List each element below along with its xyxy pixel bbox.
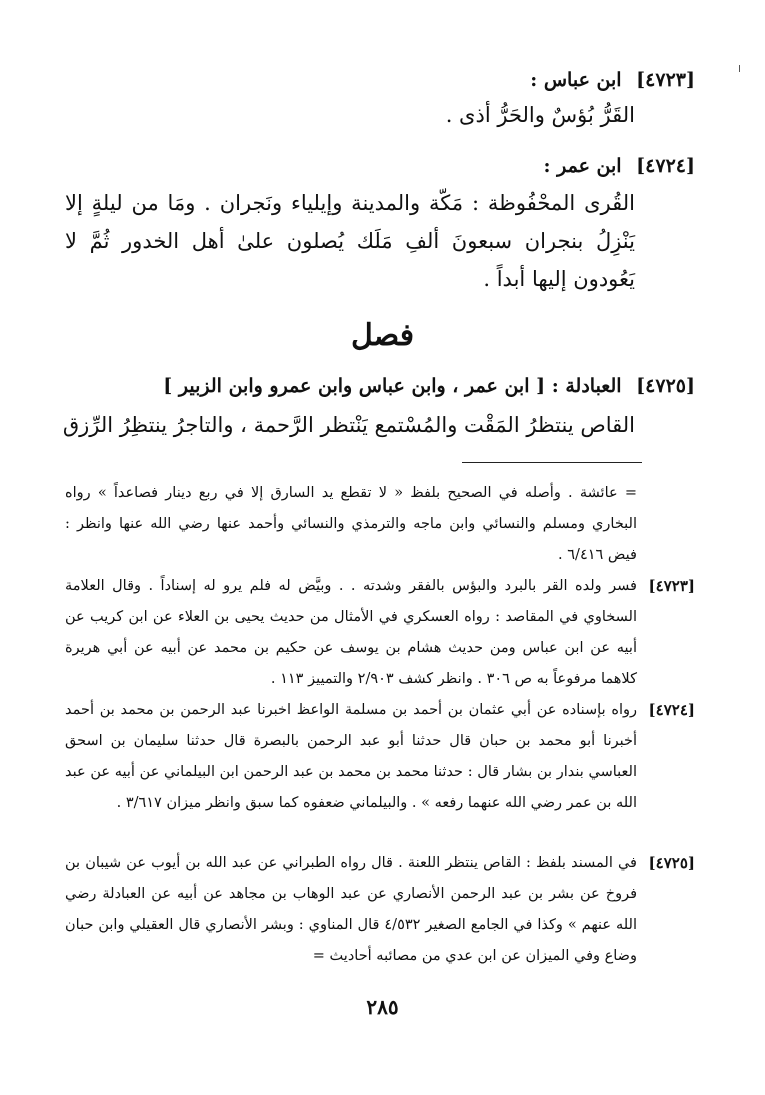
section-title: فصل bbox=[350, 318, 415, 353]
entry-number: [٤٧٢٣] bbox=[636, 69, 695, 91]
footnote-4723 bbox=[65, 571, 695, 695]
entry-number: [٤٧٢٤] bbox=[636, 155, 695, 177]
page-edge-mark bbox=[739, 65, 740, 72]
entry-text: القَرُّ بُؤسٌ والحَرُّ أذى . bbox=[445, 103, 635, 127]
footnote-number: [٤٧٢٥] bbox=[648, 854, 695, 872]
footnote-4725 bbox=[65, 848, 695, 972]
entry-heading bbox=[65, 66, 695, 94]
page-number: ٢٨٥ bbox=[366, 995, 399, 1019]
footnote-number: [٤٧٢٤] bbox=[648, 701, 695, 719]
footnote-text: في المسند بلفظ : القاص ينتظر اللعنة . قال رواه الطبراني عن عبد الله بن أيوب عن شيبان بن فروخ عن بشر بن عبد الرحمن الأنصاري عن عبد الوهاب بن مجاهد عن أبيه عن العبادلة رضي الله عنهم » وكذا في الجامع الصغير ٤/٥٣٢ قال المناوي : وبشر الأنصاري قال العقيلي وابن حبان وضاع وفي الميزان عن ابن عدي من مصائبه أحاديث = bbox=[65, 855, 638, 964]
footnote-continued bbox=[65, 478, 637, 571]
entry-4724 bbox=[65, 152, 695, 298]
entry-source: العبادلة : [ ابن عمر ، وابن عباس وابن عمرو وابن الزبير ] bbox=[163, 375, 622, 397]
entry-text: القُرى المحْفُوظة : مَكّة والمدينة وإيلياء ونَجران . ومَا من ليلةٍ إلا يَنْزِلُ بنجران سبعونَ ألفِ مَلَك يُصلون علىٰ أهل الخدور ثُمَّ لا يَعُودون إليها أبداً . bbox=[65, 191, 635, 291]
footnote-text: فسر ولده القر بالبرد والبؤس بالفقر وشدته . . وبيَّض له فلم يرو له إسناداً . وقال العلامة السخاوي في المقاصد : رواه العسكري في الأمثال من حديث يحيى بن العلاء عن ابن كريب عن أبيه عن ابن عباس ومن حديث هشام بن يوسف عن حكيم بن محمد عن أبيه عن أبي هريرة كلاهما مرفوعاً به ص ٣٠٦ . وانظر كشف ٢/٩٠٣ والتمييز ١١٣ . bbox=[65, 578, 637, 687]
entry-source: ابن عمر : bbox=[543, 155, 622, 177]
footnote-4724 bbox=[65, 695, 695, 819]
entry-number: [٤٧٢٥] bbox=[636, 375, 695, 397]
entry-heading bbox=[65, 152, 695, 180]
footnote-separator bbox=[462, 462, 642, 463]
entry-source: ابن عباس : bbox=[530, 69, 622, 91]
footnote-text: رواه بإسناده عن أبي عثمان بن أحمد بن مسلمة الواعظ اخبرنا عبد الرحمن بن محمد بن أحمد أخبرنا أبو محمد بن حبان قال حدثنا أبو عبد الرحمن بالبصرة قال حدثنا سليمان بن اسحق العباسي بندار بن بشار قال : حدثنا محمد بن محمد بن عبد الرحمن ابن البيلماني عن أبيه عن عبد الله بن عمر رضي الله عنهما رفعه » . والبيلماني ضعفوه كما سبق وانظر ميزان ٣/٦١٧ . bbox=[65, 702, 637, 811]
entry-text: القاص ينتظرُ المَقْت والمُسْتمع يَنْتظر الرَّحمة ، والتاجرُ ينتظِرُ الرِّزق bbox=[62, 413, 635, 437]
entry-4723 bbox=[65, 66, 695, 134]
footnote-number: [٤٧٢٣] bbox=[648, 577, 695, 595]
entry-heading bbox=[65, 372, 695, 400]
entry-4725 bbox=[62, 372, 695, 444]
footnote-text: = عائشة . وأصله في الصحيح بلفظ « لا تقطع يد السارق إلا في ربع دينار فصاعداً » رواه البخاري ومسلم والنسائي وابن ماجه والترمذي والنسائي وأحمد عنها رضي الله عنها وانظر : فيض ٦/٤١٦ . bbox=[65, 485, 637, 563]
